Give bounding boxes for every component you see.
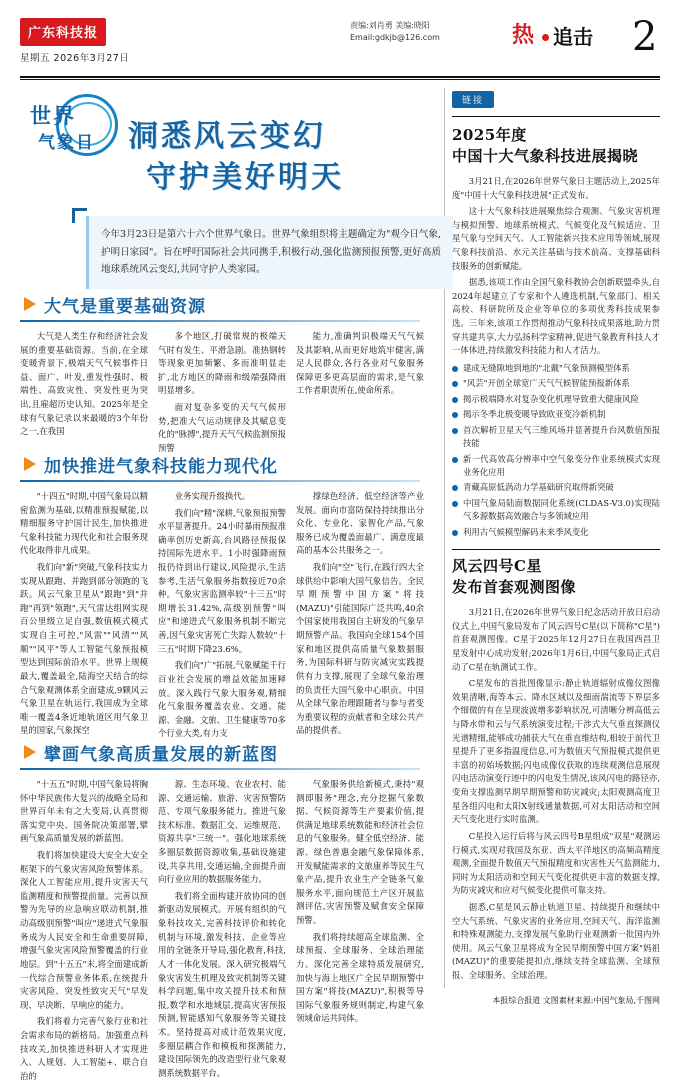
list-item: 新一代高效高分辨率中空气象变分作业系统模式实现业务化应用 <box>452 453 660 480</box>
paragraph: 我们将加快建设大安全大安全框架下的气象灾害风险预警体系。深化人工智能应用,提升灾害天气监测精度和预警提前量。完善以预警为先导的应急响应联动机制,推动高级别预警"叫应"递进式气象服务成为人民安全和生命重要屏障,增强气象灾害风险预警覆盖的行业地层。到"十五五"末,将全面建成新一代综合预警业务体系,在统提升灾害风险、突发性致灾天气"早发现、早决断、早响应的能力。 <box>20 850 148 1010</box>
page-number: 2 <box>632 14 658 60</box>
section-heading-2-rule <box>20 480 420 482</box>
list-item: 利用古气候模型解码未来季风变化 <box>452 526 660 539</box>
section-2-col-3 <box>296 490 424 741</box>
section-3-col-2 <box>158 778 286 1083</box>
paragraph: 3月21日,在2026年世界气象日主题活动上,2025年度"中国十大气象科技进展"正式发布。 <box>452 176 660 200</box>
paragraph: 3月21日,在2026年世界气象日纪念活动开放日启动仪式上,中国气象局发布了风云四号C星(以下简称"C星")首套观测图像。C星于2025年12月27日在我国西昌卫星发射中心成功发射;2026年1月6日,中国气象局正式启动了C星在轨测试工作。 <box>452 607 660 672</box>
editor-line-1: 责编:刘肖勇 美编:晓阳 <box>350 21 430 30</box>
section-heading-1-text: 大气是重要基础资源 <box>44 297 206 317</box>
paragraph: 气象服务供给新模式,秉持"观测即服务"理念,充分挖掘气象数据、气候资源等生产要素价值,提供满足地球系统数能和经济社会位息的气象服务。健全低空经济、能源、绿色普惠金融气象保障体系,开发赋能需求的文旅康养等民生气象产品,提升农业生产全链条气象服务水平,面向规范土产区开展监测评估,灾害预警及赋食安全保障预警。 <box>296 779 424 926</box>
rail-article-1-title-line-1: 2025年度 <box>452 126 527 144</box>
triangle-bullet-icon <box>24 745 36 759</box>
paragraph: 撑绿色经济、低空经济等产业发展。面向市富防保持持续推出分众化、专业化、家智化产品,气象服务已成为覆盖面最广、满意度最高的基本公共服务之一。 <box>296 491 424 556</box>
paragraph: C星发布的首批图像显示:静止轨道辐射成像仪图像效果清晰,海等本云、降水区域以及细雨湍流等下界层多个细微的有在呈现波波增多影响状况,可清晰分辨高低云与降水带和云与气系统演变过程;干涉式大气垂直探测仪光谱精细,能够成功捕获大气在垂直维结构,相较于前代卫星提升了更多指温度信息,可为数值天气预报模式提供更丰富的初始场数据;闪电成像仪获取的连续观测信息展现闪电活动演变行迹中的闪电发生情况,该风闪电的路径亦,变角支撑监测早期早期预警和防灾减灾;太阳观测高度卫星各组闪电和太阳X射线通量数据,可对太阳活动和空间天气变化进行实时监测。 <box>452 678 660 825</box>
section-1-col-3 <box>296 330 424 401</box>
rail-article-1-bullets <box>452 362 660 539</box>
section-heading-3-rule <box>20 768 420 770</box>
section-3-col-3 <box>296 778 424 1029</box>
hero-corner-decoration <box>72 208 87 223</box>
section-1-col-2 <box>158 330 286 458</box>
rail-article-1-title <box>452 125 660 167</box>
rail-rule <box>452 116 660 117</box>
section-2-col-1 <box>20 490 148 741</box>
section-word: 追击 <box>553 25 593 49</box>
paragraph: 大气是人类生存和经济社会发展的重要基础资源。当前,在全球变暖背景下,极端天气气候事件日益、面广、叶发,重发性强时、极端性、高致灾性、突发性更为突出,且雇超历史认知。2025年是全球有气象记录以来最暖的3个年份之一,在我国 <box>20 331 148 437</box>
hero-title <box>128 116 344 199</box>
paper-logo: 广东科技报 <box>20 18 106 46</box>
paragraph: 我们向"广"拓展,气象赋能千行百业社会发展的增益效能加速释放。深入践行气象大服务观,精细化气象服务覆盖农业、交通、能源、金融、文旅、卫生健康等70多个行业大类,有力支 <box>158 660 286 739</box>
rail-article-2-title-line-2: 发布首套观测图像 <box>452 578 577 597</box>
paragraph: C星投入运行后将与风云四号B星组成"双星"观测运行模式,实现对我国及东亚、西太平洋地区的高频高精度观测,全面提升数值天气预报精度和灾害性天气监测能力,同时为太阳活动和空间天气变化提供更丰富的数据支撑,为防灾减灾和应对气候变化提供可靠支持。 <box>452 830 660 896</box>
paragraph: 我们向"空"飞行,在践行四大全球供给中影响大国气象信告。全民早期预警中国方案"将技(MAZU)"引能国际广泛共鸣,40余个国家使用我国自主研发的气象早期预警产品。我国向全球154个国家和地区提供高质量气象数据服务,为国际科研与防灾减灾实践提供有力支撑,展现了全球气象治理的负责任大国气象中心职贡。中国从全球气象治理跟随者与参与者变为重要议程的贡献者和全球公共产品的提供者。 <box>296 562 424 736</box>
paragraph: 我们将着力完善气象行业和社会需求布局的新格局。加强重点科技攻关,加快推进科研人才实现进入、人规划、人工智能+、联合自治的 <box>20 1016 148 1081</box>
hero-title-line-1: 洞悉风云变幻 <box>128 119 326 154</box>
rail-tag-badge: 链接 <box>452 91 494 108</box>
paragraph: 我们将全面构建开放协同的创新驱动发展模式。开展有组织的气象科技攻关,完善科技评价和转化机制与环境,激发科技、企业等应用的全链条开导局,强化教育,科技,人才一体化发展。深入研究极端气象灾害发生机理及致灾机制等关键科学问题,集中攻关提升技术和预报,数学和水地域层,提高灾害预报预测,智能感知气象服务等关键技术。坚持提高对成计范效果灾度,多圈层耦合作和模板和探测能力,建设国际领先的改造型行业气象观测系统数据平台。 <box>158 890 286 1078</box>
editor-info <box>350 20 440 44</box>
list-item: 首次解析卫星天气三维风场并显著提升台风数值预报技能 <box>452 424 660 451</box>
section-heading-2-text: 加快推进气象科技能力现代化 <box>44 457 278 477</box>
paragraph: 业务实现升级换代。 <box>174 491 251 501</box>
rail-article-1-body <box>452 175 660 539</box>
rail-article-2-body <box>452 606 660 982</box>
section-heading-1 <box>20 292 420 322</box>
source-credit: 本报综合报道 文图素材来源:中国气象局,千图网 <box>492 996 660 1005</box>
section-heading-2 <box>20 452 420 482</box>
section-1-col-1 <box>20 330 148 442</box>
paragraph: 这十大气象科技进展聚焦综合观测、气象灾害机理与模拟预警、地球系统模式、气候变化及气候适应、卫星气象与空间天气、人工智能新兴技术应用等领域,展现气象科技前沿、水元关注基础与技术前高、支撑基础科技服务的创新赋能。 <box>452 206 660 271</box>
list-item: 建成无缝隙地到地的"北戴"气象预测模型体系 <box>452 362 660 375</box>
section-tag <box>512 18 617 52</box>
editor-email: Email:gdkjb@126.com <box>350 33 440 42</box>
section-heading-1-rule <box>20 320 420 322</box>
masthead-rule-thick <box>20 76 660 78</box>
right-rail <box>452 88 660 986</box>
badge-line-1: 世界 <box>30 103 76 128</box>
rail-separator <box>452 549 660 550</box>
list-item: 中国气象局陆面数据同化系统(CLDAS-V3.0)实现陆气多源数据高效融合与多领域应用 <box>452 497 660 524</box>
section-dot-icon <box>542 34 549 41</box>
paragraph: "十五五"时期,中国气象局将胸怀中华民族伟大复兴的战略全局和世界百年未有之大变局,认真贯彻落实党中央、国务院决策部署,擘画气象高质量发展的新蓝图。 <box>20 779 148 844</box>
paragraph: 我们将持续超高全球监测、全球预报、全球服务、全球治理能力。深化完善全球特质发展研究,加快与海上地区广全民早期预警中国方案"将技(MAZU)",积极等导国际气象服务规则制定,构建气象领域命运共同体。 <box>296 931 424 1024</box>
paragraph: 我们向"精"深耕,气象预报预警水平显著提升。24小时暴雨预报准确率创历史新高,台风路径预报保持国际先进水平。1小时强降雨预报仍待到出行建议,风险提示,生活参考,生活气象服务指数接近70余种。气象灾害监测率较"十三五"时期增长31.42%,高级别预警"叫应"和递进式气象服务机制不断完善,因气象灾害死亡失踪人数较"十三五"时期下降23.6%。 <box>158 507 286 654</box>
paragraph: 能力,准确判识极端天气气候及其影响,从而更好地筑牢健害,满足人民群众,各行各业对气象服务保障更多更高层面的需求,是气象工作者职责所在,使命所系。 <box>296 331 424 396</box>
hero-lead-paragraph: 今年3月23日是第六十六个世界气象日。世界气象组织将主题确定为"观今日气象,护明日家园"。旨在呼吁国际社会共同携手,积极行动,强化监测预报预警,更好高质地球系统风云变幻,共同守护人类家园。 <box>86 216 453 289</box>
section-heading-3 <box>20 740 420 770</box>
paragraph: "十四五"时期,中国气象局以精密监测为基础,以精准预报赋能,以精细服务守护国计民生,加快推进气象科技能力现代化和社会服务现代化取得非凡成果。 <box>20 491 148 556</box>
masthead <box>20 14 660 76</box>
list-item: "风芸"开创全球宽广天气气候智能预报新体系 <box>452 377 660 390</box>
hero-title-line-2: 守护美好明天 <box>146 160 344 196</box>
section-flame-char: 热 <box>512 22 534 48</box>
badge-line-2: 气象日 <box>38 133 95 153</box>
section-3-col-1 <box>20 778 148 1086</box>
list-item: 揭示极端降水对复杂变化机理导致重大健康风险 <box>452 393 660 406</box>
masthead-rule-thin <box>20 79 660 80</box>
triangle-bullet-icon <box>24 457 36 471</box>
world-meteorological-day-badge <box>30 92 130 164</box>
rail-article-2-title <box>452 556 660 598</box>
section-heading-3-text: 擘画气象高质量发展的新蓝图 <box>44 745 278 765</box>
paragraph: 源、生态环境、农业农村、能源、交通运输、旅游、灾害预警防范、专项气象服务能力。推进气象技术标准、数据汇交、运维规范、资源共享"三统一"。强化地球系统多圈层数据资源收集,基础设施建设,共享共用,交通运输,全面提升面向行业应用的数据服务能力。 <box>158 779 286 885</box>
paragraph: 我们向"新"突破,气象科技实力实现从跟跑、并跑到部分领跑的飞跃。风云气象卫星从"跟跑"到"并跑"再到"领跑",天气雷达组网实现百公里级立足自强,数值模式模式实现自主可控,"风雷""风清""风顺""风平"等人工智能气象预报模型达到国际前沿水平。世界上规模最大,覆盖最全,陆海空天结合的综合气象观测体系全面建成,9颗风云气象卫星在轨运行,我国成为全球唯一覆盖4条近地轨道区用气象卫星的国家,气象探空 <box>20 562 148 736</box>
list-item: 青藏高原低涡动力学基础研究取得新突破 <box>452 481 660 494</box>
section-2-col-2 <box>158 490 286 744</box>
triangle-bullet-icon <box>24 297 36 311</box>
paragraph: 据悉,该项工作由全国气象科教协会创新联盟牵头,自2024年起建立了专家和个人遴选机制,气象部门、相关高校、科研院所及企业等单位的多项优秀科技成果参选。三年来,该项工作贯彻推动气象科技成果落地,助力贯穿共建共享,大力弘扬科学家精神,促进气象教育科技人才一体体进,持续激发科技能力和人才活力。 <box>452 277 660 356</box>
list-item: 揭示冬季北极变暖导致欧亚变冷新机制 <box>452 408 660 421</box>
issue-date: 星期五 2026年3月27日 <box>20 53 130 64</box>
rail-article-1-title-line-2: 中国十大气象科技进展揭晓 <box>452 147 639 165</box>
rail-article-2-title-line-1: 风云四号C星 <box>452 557 542 576</box>
paragraph: 据悉,C星是风云静止轨道卫星、持续提升和继续中空大气系统、气象灾害的业务应用,空间天气、海洋监测和特殊观测能力,支撑发展气象助行业观测新一批国内外使用。风云气象卫星将成为全民早期预警中国方案"妈祖(MAZU)"的重要能提扣点,继续支持全球监测、全球预报、全球服务、全球治理。 <box>452 901 660 981</box>
paragraph: 面对复杂多变的天气气候形势,把准大气运动规律及其赋息变化的"脉搏",提升天气气候监测预报预警 <box>158 402 286 453</box>
paragraph: 多个地区,打破常规的极端天气时有发生、平滑急剧。准热钢转等现象更加频繁、多而准明显走扩,北方地区的降雨和级端强降雨明显增多。 <box>158 331 286 396</box>
hero-banner <box>20 88 440 278</box>
